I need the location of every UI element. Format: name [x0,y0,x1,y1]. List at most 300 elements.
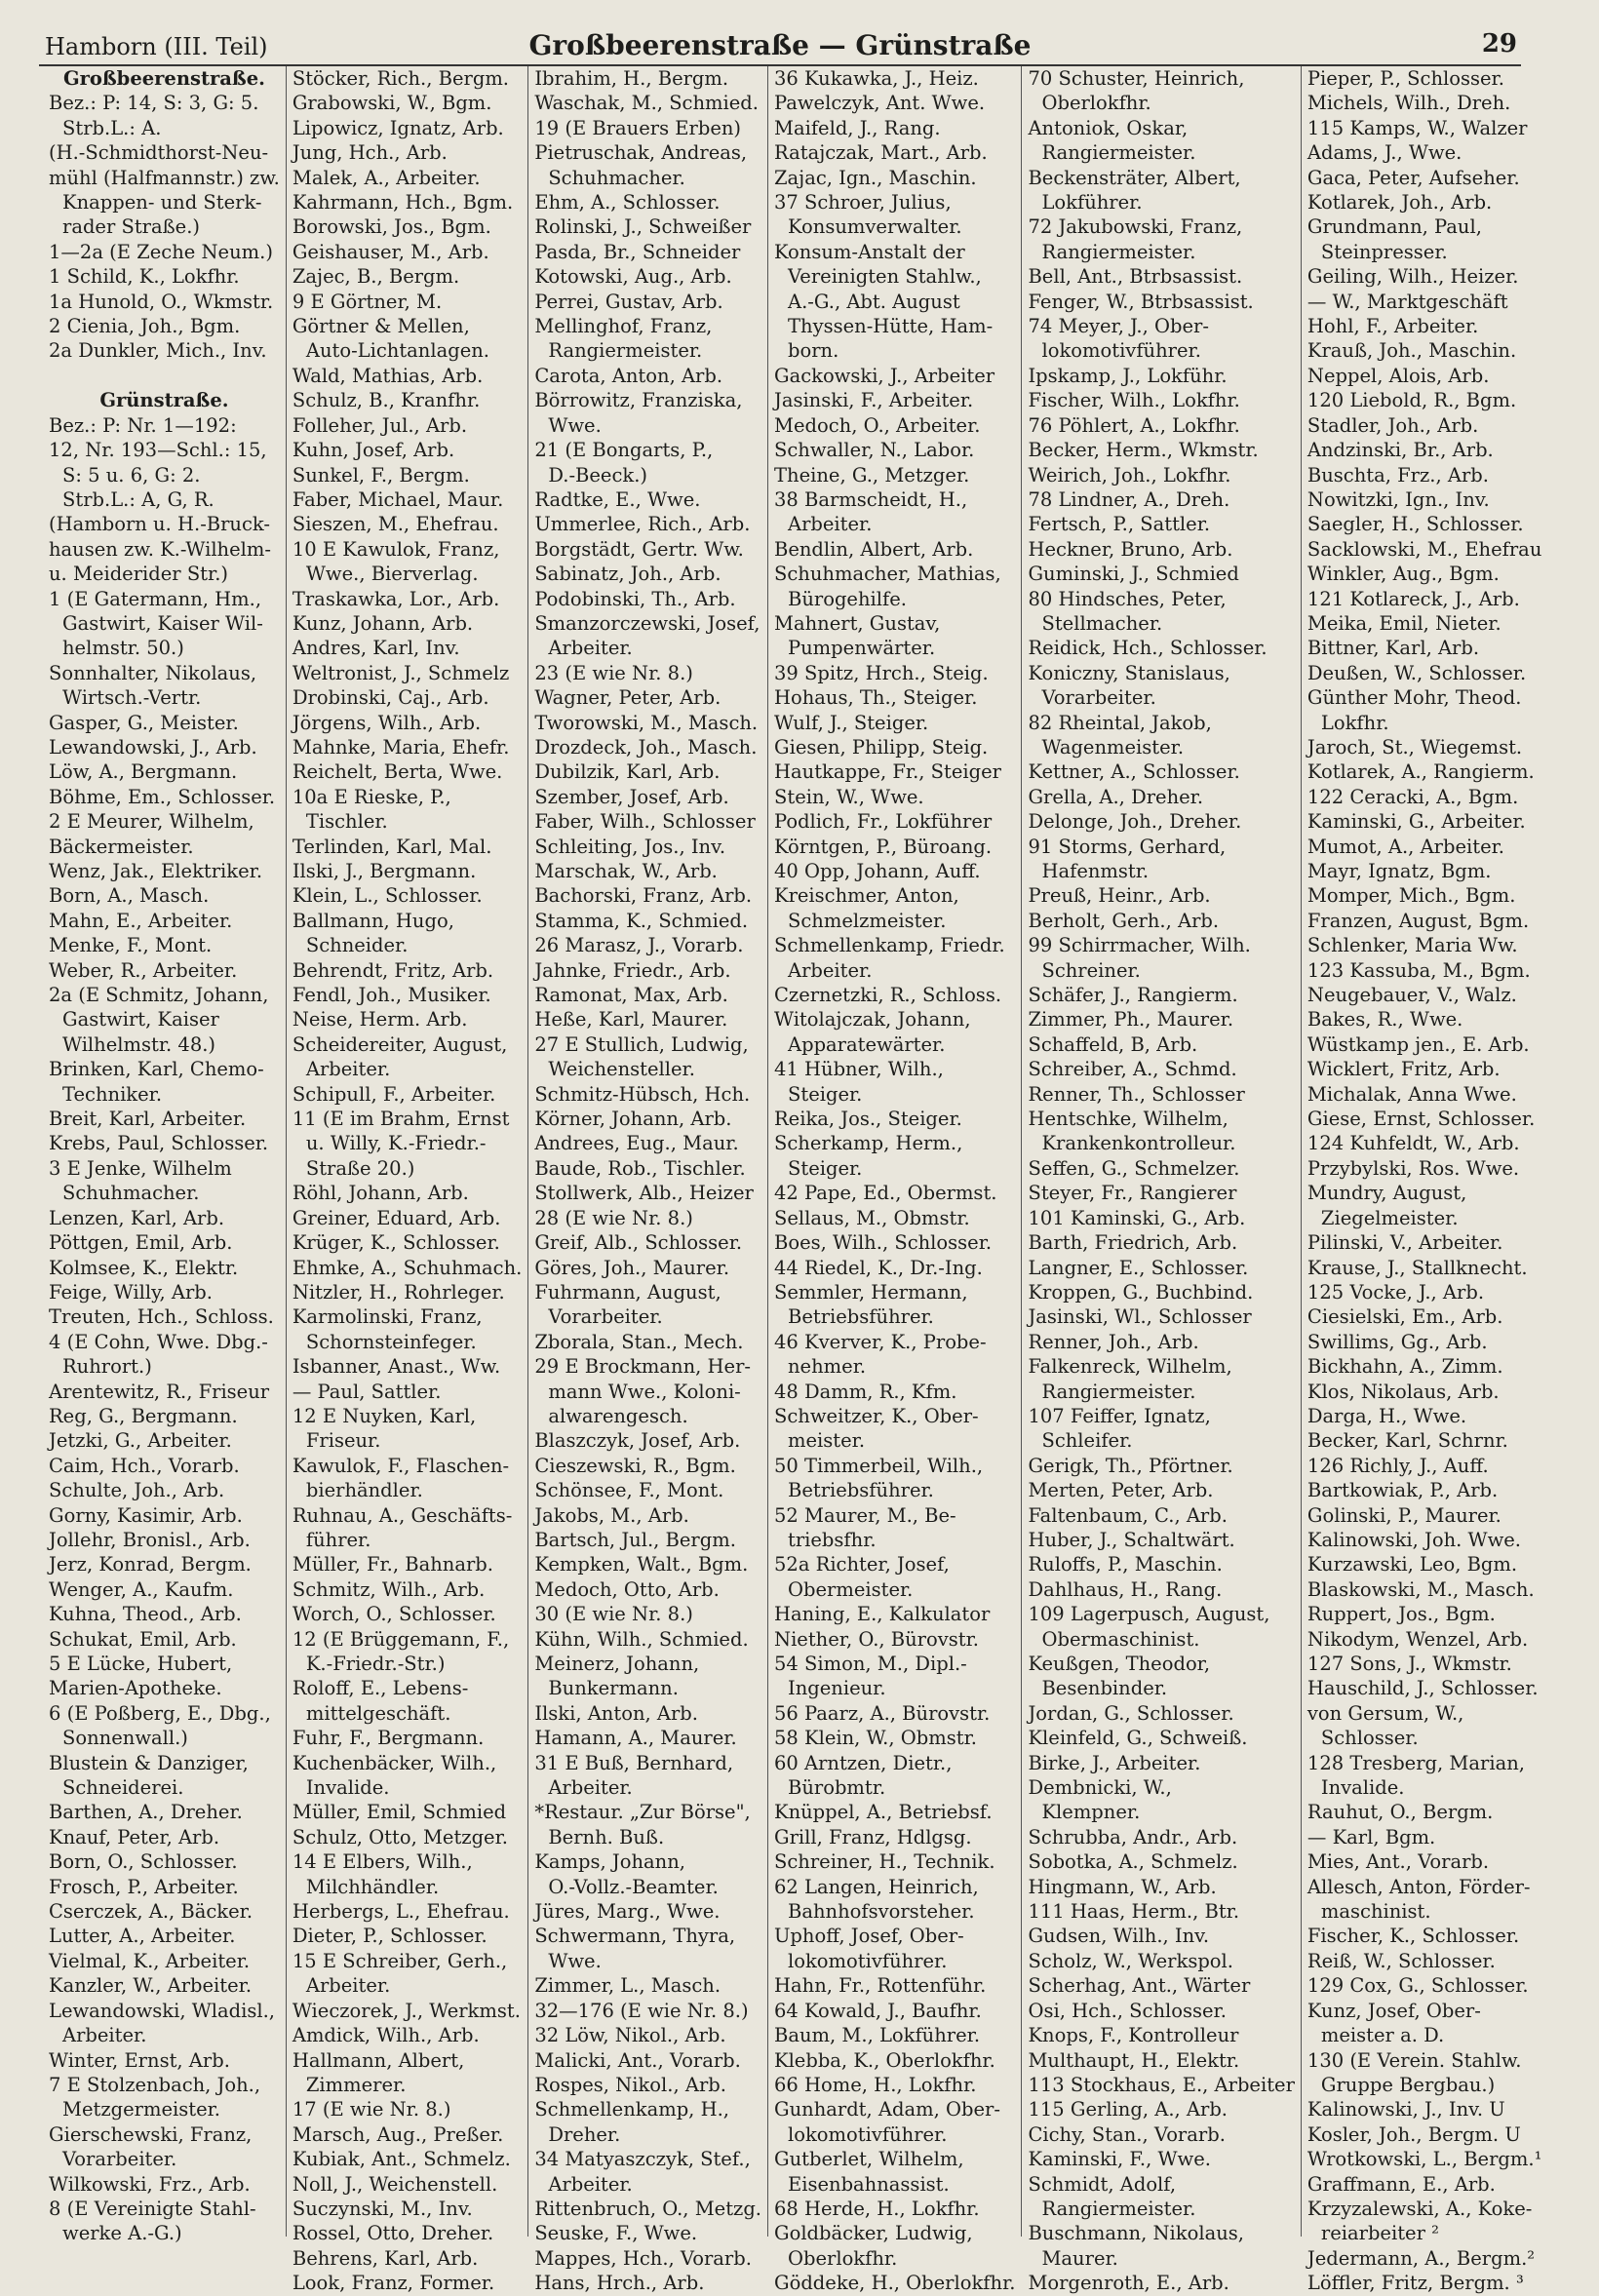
directory-line: D.-Beeck.) [548,463,648,486]
directory-line: Folleher, Jul., Arb. [292,413,468,437]
directory-line: Bartsch, Jul., Bergm. [534,1528,736,1551]
directory-line: Fischer, K., Schlosser. [1306,1925,1520,1948]
directory-line: Bahnhofsvorsteher. [788,1900,975,1924]
directory-line: Kleinfeld, G., Schweiß. [1028,1727,1248,1750]
directory-line: Friseur. [305,1429,381,1453]
directory-line: Reidick, Hch., Schlosser. [1028,637,1268,660]
directory-line: Bickhahn, A., Zimm. [1306,1355,1503,1379]
directory-line: 76 Pöhlert, A., Lokfhr. [1028,413,1240,437]
directory-line: Schlosser. [1320,1727,1419,1750]
directory-line: Arbeiter. [788,958,873,982]
directory-line: Nikodym, Wenzel, Arb. [1306,1627,1529,1651]
directory-line: K.-Friedr.-Str.) [305,1653,446,1675]
directory-line: 2 Cienia, Joh., Bgm. [49,315,241,338]
directory-line: Amdick, Wilh., Arb. [292,2024,480,2047]
directory-line: Dahlhaus, H., Rang. [1028,1577,1223,1601]
directory-line: Rittenbruch, O., Metzg. [534,2197,761,2220]
directory-line: Grabowski, W., Bgm. [292,92,492,115]
directory-line: mann Wwe., Koloni- [548,1380,741,1403]
directory-line: Kunz, Josef, Ober- [1306,1999,1481,2022]
directory-line: Kaminski, G., Arbeiter. [1306,810,1526,834]
directory-line: Radtke, E., Wwe. [534,487,701,511]
directory-line: S: 5 u. 6, G: 2. [62,463,201,486]
directory-line: Sobotka, A., Schmelz. [1028,1850,1238,1874]
directory-line: 42 Pape, Ed., Obermst. [774,1182,997,1205]
directory-line: Traskawka, Lor., Arb. [292,587,500,610]
directory-line: Scheidereiter, August, [292,1032,508,1056]
directory-line: Gaca, Peter, Aufseher. [1306,166,1520,189]
directory-line: Feige, Willy, Arb. [49,1280,213,1304]
directory-line: Boes, Wilh., Schlosser. [774,1231,993,1255]
directory-line: Mies, Ant., Vorarb. [1306,1850,1490,1874]
directory-line: 72 Jakubowski, Franz, [1028,215,1243,239]
directory-line: Jüres, Marg., Wwe. [534,1900,721,1924]
directory-line: 48 Damm, R., Kfm. [774,1380,957,1403]
directory-line: Dembnicki, W., [1028,1776,1172,1800]
directory-line: Stamma, K., Schmied. [534,909,749,932]
directory-line: 28 (E wie Nr. 8.) [534,1206,693,1229]
directory-line: Heckner, Bruno, Arb. [1028,537,1233,561]
directory-line: 122 Ceracki, A., Bgm. [1306,785,1519,808]
directory-line: Mahnke, Maria, Ehefr. [292,735,510,759]
directory-line: Przybylski, Ros. Wwe. [1306,1156,1520,1180]
directory-line: Barthen, A., Dreher. [49,1801,243,1824]
directory-line: Noll, J., Weichenstell. [292,2172,498,2196]
directory-line: Kalinowski, J., Inv. U [1306,2098,1505,2121]
directory-line: Faltenbaum, C., Arb. [1028,1503,1228,1527]
directory-line: Schuhmacher, Mathias, [774,563,1001,586]
directory-line: Guminski, J., Schmied [1028,563,1239,586]
directory-line: 1—2a (E Zeche Neum.) [49,240,273,263]
directory-line: born. [788,339,839,363]
directory-line: Rossel, Otto, Dreher. [292,2222,494,2245]
directory-line: Greiner, Eduard, Arb. [292,1206,501,1229]
directory-line: Ruhrort.) [62,1355,152,1379]
directory-line: Semmler, Hermann, [774,1280,968,1304]
directory-line: Klos, Nikolaus, Arb. [1306,1380,1500,1403]
directory-line: Baum, M., Lokführer. [774,2024,981,2047]
directory-line: Jetzki, G., Arbeiter. [49,1429,232,1453]
directory-line: Bäckermeister. [49,835,194,858]
directory-line: Kanzler, W., Arbeiter. [49,1974,253,1998]
directory-line: Löw, A., Bergmann. [49,760,238,784]
street-heading: Grünstraße. [99,389,229,412]
directory-line: Schwermann, Thyra, [534,1925,736,1948]
directory-line: Klebba, K., Oberlokfhr. [774,2048,995,2072]
directory-line: Ehmke, A., Schuhmach. [292,1256,523,1279]
directory-line: Marschak, W., Arb. [534,860,718,882]
directory-line: Wenger, A., Kaufm. [49,1577,234,1601]
directory-line: (H.-Schmidthorst-Neu- [49,141,269,165]
directory-line: Strb.L.: A. [62,116,162,139]
column-2 [286,66,527,2295]
directory-line: 3 E Jenke, Wilhelm [49,1156,232,1180]
directory-line: meister. [788,1429,866,1453]
directory-line: Betriebsführer. [788,1479,934,1502]
directory-line: Witolajczak, Johann, [774,1008,971,1031]
directory-line: 78 Lindner, A., Dreh. [1028,487,1230,511]
directory-line: 27 E Stullich, Ludwig, [534,1032,749,1056]
directory-line: Sellaus, M., Obmstr. [774,1206,970,1229]
directory-line: Kaminski, F., Wwe. [1028,2148,1211,2171]
directory-line: Meika, Emil, Nieter. [1306,611,1502,635]
directory-line: Andzinski, Br., Arb. [1306,439,1494,462]
directory-line: Neugebauer, V., Walz. [1306,984,1517,1007]
directory-line: lokomotivführer. [788,1949,948,1972]
directory-line: Buschmann, Nikolaus, [1028,2222,1244,2245]
directory-line: Görtner & Mellen, [292,315,470,338]
directory-line: Weirich, Joh., Lokfhr. [1028,463,1231,486]
directory-line: Ruppert, Jos., Bgm. [1306,1603,1496,1626]
directory-line: Beckensträter, Albert, [1028,166,1241,189]
directory-line: Hamann, A., Maurer. [534,1727,737,1750]
directory-line: 12 E Nuyken, Karl, [292,1404,477,1427]
directory-line: Kempken, Walt., Bgm. [534,1553,749,1576]
directory-line: Kubiak, Ant., Schmelz. [292,2148,511,2171]
directory-line: Gackowski, J., Arbeiter [774,364,995,387]
directory-line: Weber, R., Arbeiter. [49,958,238,982]
directory-line: Keußgen, Theodor, [1028,1653,1211,1675]
directory-line: Jaroch, St., Wiegemst. [1306,735,1523,759]
directory-line: Renner, Joh., Arb. [1028,1330,1199,1353]
directory-line: Jollehr, Bronisl., Arb. [49,1528,251,1551]
directory-line: Heße, Karl, Maurer. [534,1008,728,1031]
directory-line: Günther Mohr, Theod. [1306,686,1522,710]
directory-line: Momper, Mich., Bgm. [1306,884,1516,908]
directory-line: Sonnenwall.) [62,1727,188,1750]
column-6 [1301,66,1548,2295]
directory-line: Kreischmer, Anton, [774,884,959,908]
directory-line: 123 Kassuba, M., Bgm. [1306,958,1531,982]
directory-line: Ramonat, Max, Arb. [534,984,728,1007]
directory-line: Pumpenwärter. [788,637,936,660]
directory-line: Kahrmann, Hch., Bgm. [292,191,514,214]
directory-line: Malicki, Ant., Vorarb. [534,2048,741,2072]
directory-line: Ummerlee, Rich., Arb. [534,513,751,536]
directory-line: Wenz, Jak., Elektriker. [49,860,263,882]
directory-line: Kurzawski, Leo, Bgm. [1306,1553,1518,1576]
directory-line: Betriebsführer. [788,1305,934,1329]
directory-line: Wwe., Bierverlag. [305,563,479,586]
directory-line: Schweitzer, K., Ober- [774,1404,979,1427]
directory-line: 34 Matyaszczyk, Stef., [534,2148,751,2171]
directory-line: meister a. D. [1320,2024,1445,2047]
directory-line: Lenzen, Karl, Arb. [49,1206,225,1229]
directory-line: Schneider. [305,934,409,957]
directory-line: Pawelczyk, Ant. Wwe. [774,92,986,115]
directory-line: Schulz, B., Kranfhr. [292,389,481,412]
directory-line: Schleifer. [1041,1429,1133,1453]
directory-line: Bez.: P: Nr. 1—192: [49,413,237,437]
directory-line: Gunhardt, Adam, Ober- [774,2098,1000,2121]
directory-line: Bittner, Karl, Arb. [1306,637,1480,660]
directory-line: Wüstkamp jen., E. Arb. [1306,1032,1530,1056]
directory-line: Wwe. [548,413,602,437]
directory-line: Schneiderei. [62,1776,184,1800]
directory-line: Böhme, Em., Schlosser. [49,785,276,808]
directory-line: Schmidt, Adolf, [1028,2172,1177,2196]
directory-line: Arbeiter. [305,1974,391,1998]
directory-line: 62 Langen, Heinrich, [774,1875,979,1898]
directory-line: Lewandowski, Wladisl., [49,1999,276,2022]
directory-line: Schukat, Emil, Arb. [49,1627,237,1651]
directory-line: Saegler, H., Schlosser. [1306,513,1524,536]
directory-line: 17 (E wie Nr. 8.) [292,2098,451,2121]
directory-line: 99 Schirrmacher, Wilh. [1028,934,1251,957]
directory-line: Wulf, J., Steiger. [774,711,929,734]
directory-line: Suczynski, M., Inv. [292,2197,473,2220]
directory-line: Fuhr, F., Bergmann. [292,1727,485,1750]
directory-line: Kühn, Wilh., Schmied. [534,1627,749,1651]
directory-line: Adams, J., Wwe. [1306,141,1462,165]
directory-line: Borgstädt, Gertr. Ww. [534,537,744,561]
directory-line: 115 Kamps, W., Walzer [1306,116,1528,139]
directory-line: Faber, Michael, Maur. [292,487,504,511]
directory-line: Meinerz, Johann, [534,1653,700,1675]
directory-line: 56 Paarz, A., Bürovstr. [774,1701,991,1725]
directory-line: Michels, Wilh., Dreh. [1306,92,1511,115]
directory-line: Pieper, P., Schlosser. [1306,67,1504,90]
directory-line: Malek, A., Arbeiter. [292,166,481,189]
directory-line: Stöcker, Rich., Bergm. [292,67,510,90]
directory-line: Bakes, R., Wwe. [1306,1008,1463,1031]
directory-line: Dubilzik, Karl, Arb. [534,760,721,784]
directory-line: Karmolinski, Franz, [292,1305,483,1329]
directory-line: Milchhändler. [305,1875,440,1898]
directory-line: hausen zw. K.-Wilhelm- [49,537,271,561]
directory-line: Kettner, A., Schlosser. [1028,760,1240,784]
directory-line: Vielmal, K., Arbeiter. [49,1949,251,1972]
page-header [39,25,1521,66]
directory-line: Stadler, Joh., Arb. [1306,413,1479,437]
directory-line: Graffmann, E., Arb. [1306,2172,1496,2196]
directory-line: 39 Spitz, Hrch., Steig. [774,661,989,684]
directory-line: Deußen, W., Schlosser. [1306,661,1527,684]
directory-line: 8 (E Vereinigte Stahl- [49,2197,256,2220]
directory-line: Sabinatz, Joh., Arb. [534,563,722,586]
directory-line: Kuchenbäcker, Wilh., [292,1751,497,1774]
directory-line: Wieczorek, J., Werkmst. [292,1999,521,2022]
directory-line: maschinist. [1320,1900,1431,1924]
directory-line: Arbeiter. [305,1058,391,1081]
directory-line: Koniczny, Stanislaus, [1028,661,1230,684]
directory-line: Straße 20.) [305,1156,415,1180]
directory-line: — Paul, Sattler. [292,1380,442,1403]
directory-line: Rangiermeister. [1041,2197,1196,2220]
directory-line: Kroppen, G., Buchbind. [1028,1280,1254,1304]
directory-line: 109 Lagerpusch, August, [1028,1603,1270,1626]
directory-line: 11 (E im Brahm, Ernst [292,1108,510,1131]
directory-line: Faber, Wilh., Schlosser [534,810,756,834]
directory-line: Rospes, Nikol., Arb. [534,2073,726,2096]
directory-line: rader Straße.) [62,215,201,239]
directory-line: Invalide. [305,1776,390,1800]
directory-line: 46 Kverver, K., Probe- [774,1330,987,1353]
directory-line: Schmellenkamp, Friedr. [774,934,1005,957]
directory-line: Carota, Anton, Arb. [534,364,723,387]
directory-line: Darga, H., Wwe. [1306,1404,1467,1427]
directory-line: lokomotivführer. [1041,339,1201,363]
directory-line: Schrubba, Andr., Arb. [1028,1825,1238,1848]
directory-line: Langner, E., Schlosser. [1028,1256,1249,1279]
directory-line: Mellinghof, Franz, [534,315,713,338]
directory-line: Krüger, K., Schlosser. [292,1231,500,1255]
directory-line: mühl (Halfmannstr.) zw. [49,166,280,189]
directory-line: Blaskowski, M., Masch. [1306,1577,1535,1601]
directory-line: Kolmsee, K., Elektr. [49,1256,239,1279]
directory-line: Wilkowski, Frz., Arb. [49,2172,251,2196]
directory-line: Grill, Franz, Hdlgsg. [774,1825,972,1848]
directory-line: 6 (E Poßberg, E., Dbg., [49,1701,271,1725]
directory-line: Jasinski, Wl., Schlosser [1028,1305,1252,1329]
directory-line: 124 Kuhfeldt, W., Arb. [1306,1132,1520,1155]
directory-line: Medoch, Otto, Arb. [534,1577,720,1601]
directory-line: Pasda, Br., Schneider [534,240,741,263]
directory-line: Schmellenkamp, H., [534,2098,729,2121]
directory-line: Sunkel, F., Bergm. [292,463,470,486]
directory-line: Göres, Joh., Maurer. [534,1256,730,1279]
directory-line: Zimmer, Ph., Maurer. [1028,1008,1234,1031]
directory-line: 30 (E wie Nr. 8.) [534,1603,693,1626]
directory-line: Rangiermeister. [548,339,703,363]
directory-line: Schaffeld, B, Arb. [1028,1032,1198,1056]
directory-line: 113 Stockhaus, E., Arbeiter [1028,2073,1295,2096]
directory-line [49,364,280,388]
directory-line: Hingmann, W., Arb. [1028,1875,1217,1898]
directory-line: Schmitz, Wilh., Arb. [292,1577,486,1601]
directory-line: 130 (E Verein. Stahlw. [1306,2048,1522,2072]
directory-line: Kawulok, F., Flaschen- [292,1454,510,1477]
directory-line: Born, A., Masch. [49,884,210,908]
directory-line: Weichensteller. [548,1058,695,1081]
directory-line: Maifeld, J., Rang. [774,116,941,139]
directory-line: Wagenmeister. [1041,735,1185,759]
directory-line: Fenger, W., Btrbsassist. [1028,290,1254,313]
directory-line: Goldbäcker, Ludwig, [774,2222,973,2245]
directory-line: 68 Herde, H., Lokfhr. [774,2197,980,2220]
directory-line: Ilski, Anton, Arb. [534,1701,698,1725]
directory-line: Bachorski, Franz, Arb. [534,884,753,908]
directory-line: Arbeiter. [548,2172,633,2196]
directory-line: Schlenker, Maria Ww. [1306,934,1518,957]
directory-line: Renner, Th., Schlosser [1028,1082,1245,1106]
directory-line: Bartkowiak, P., Arb. [1306,1479,1499,1502]
directory-line: Schornsteinfeger. [305,1330,477,1353]
directory-line: Drozdeck, Joh., Masch. [534,735,758,759]
directory-line: Mahnert, Gustav, [774,611,941,635]
directory-line: Geishauser, M., Arb. [292,240,489,263]
street-heading: Großbeerenstraße. [62,67,265,90]
directory-line: Ruhnau, A., Geschäfts- [292,1503,513,1527]
directory-line: Sieszen, M., Ehefrau. [292,513,499,536]
directory-line: Hans, Hrch., Arb. [534,2272,705,2295]
directory-line: 82 Rheintal, Jakob, [1028,711,1212,734]
directory-line: 12, Nr. 193—Schl.: 15, [49,439,267,462]
directory-line: Smanzorczewski, Josef, [534,611,760,635]
directory-line: Morgenroth, E., Arb. [1028,2272,1229,2295]
directory-line: Gerigk, Th., Pförtner. [1028,1454,1233,1477]
directory-line: Lewandowski, J., Arb. [49,735,257,759]
directory-line: Giesen, Philipp, Steig. [774,735,989,759]
directory-line: Swillims, Gg., Arb. [1306,1330,1488,1353]
directory-line: 1 (E Gatermann, Hm., [49,587,262,610]
directory-line: Hautkappe, Fr., Steiger [774,760,1001,784]
directory-line: Eisenbahnassist. [788,2172,950,2196]
directory-line: Steyer, Fr., Rangierer [1028,1182,1237,1205]
directory-line: Krankenkontrolleur. [1041,1132,1236,1155]
directory-line: Gastwirt, Kaiser Wil- [62,611,263,635]
directory-line: Gorny, Kasimir, Arb. [49,1503,243,1527]
directory-line: Becker, Karl, Schrnr. [1306,1429,1508,1453]
directory-line: Jung, Hch., Arb. [292,141,448,165]
directory-line: 10 E Kawulok, Franz, [292,537,500,561]
directory-line: Schipull, F., Arbeiter. [292,1082,496,1106]
directory-line: 111 Haas, Herm., Btr. [1028,1900,1240,1924]
directory-line: Knappen- und Sterk- [62,191,262,214]
directory-line: Hauschild, J., Schlosser. [1306,1677,1539,1700]
directory-line: 21 (E Bongarts, P., [534,439,714,462]
directory-line: 2a (E Schmitz, Johann, [49,984,269,1007]
directory-line: Look, Franz, Former. [292,2272,495,2295]
directory-line: — Karl, Bgm. [1306,1825,1436,1848]
directory-line: Wrotkowski, L., Bergm.¹ [1306,2148,1542,2171]
directory-line: Blaszczyk, Josef, Arb. [534,1429,741,1453]
directory-line: Schuhmacher. [548,166,685,189]
directory-line: Marien-Apotheke. [49,1677,222,1700]
directory-line: Roloff, E., Lebens- [292,1677,469,1700]
directory-line: Lutter, A., Arbeiter. [49,1925,236,1948]
directory-line: A.-G., Abt. August [788,290,960,313]
directory-line: Steiger. [788,1082,863,1106]
directory-line: Strb.L.: A, G, R. [62,487,214,511]
directory-line: von Gersum, W., [1306,1701,1464,1725]
directory-line: Falkenreck, Wilhelm, [1028,1355,1232,1379]
directory-line: Berholt, Gerh., Arb. [1028,909,1220,932]
directory-line: Zimmer, L., Masch. [534,1974,722,1998]
directory-line: Perrei, Gustav, Arb. [534,290,723,313]
directory-line: Hafenmstr. [1041,860,1150,882]
directory-line: Wirtsch.-Vertr. [62,686,202,710]
directory-line: 5 E Lücke, Hubert, [49,1653,233,1675]
directory-line: Stollwerk, Alb., Heizer [534,1182,754,1205]
directory-line: Golinski, P., Maurer. [1306,1503,1502,1527]
directory-line: Jedermann, A., Bergm.² [1306,2246,1536,2270]
directory-line: Jakobs, M., Arb. [534,1503,689,1527]
directory-line: Techniker. [62,1082,163,1106]
directory-line: Schuhmacher. [62,1182,200,1205]
directory-line: Uphoff, Josef, Ober- [774,1925,964,1948]
directory-line: Ratajczak, Mart., Arb. [774,141,988,165]
directory-line: Behrendt, Fritz, Arb. [292,958,494,982]
directory-line: 32—176 (E wie Nr. 8.) [534,1999,749,2022]
directory-line: Becker, Herm., Wkmstr. [1028,439,1259,462]
directory-line: Reiß, W., Schlosser. [1306,1949,1496,1972]
directory-line: 32 Löw, Nikol., Arb. [534,2024,726,2047]
directory-line: Steiger. [788,1156,863,1180]
directory-line: führer. [305,1528,371,1551]
page-number: 29 [1481,29,1517,58]
directory-line: Delonge, Joh., Dreher. [1028,810,1242,834]
directory-line: bierhändler. [305,1479,423,1502]
directory-line: Metzgermeister. [62,2098,220,2121]
directory-line: 115 Gerling, A., Arb. [1028,2098,1228,2121]
directory-line: Kunz, Johann, Arb. [292,611,474,635]
directory-line: Winter, Ernst, Arb. [49,2048,230,2072]
directory-line: 64 Kowald, J., Baufhr. [774,1999,982,2022]
directory-line: Zborala, Stan., Mech. [534,1330,744,1353]
directory-line: Giese, Ernst, Schlosser. [1306,1108,1536,1131]
column-5 [1021,66,1300,2295]
